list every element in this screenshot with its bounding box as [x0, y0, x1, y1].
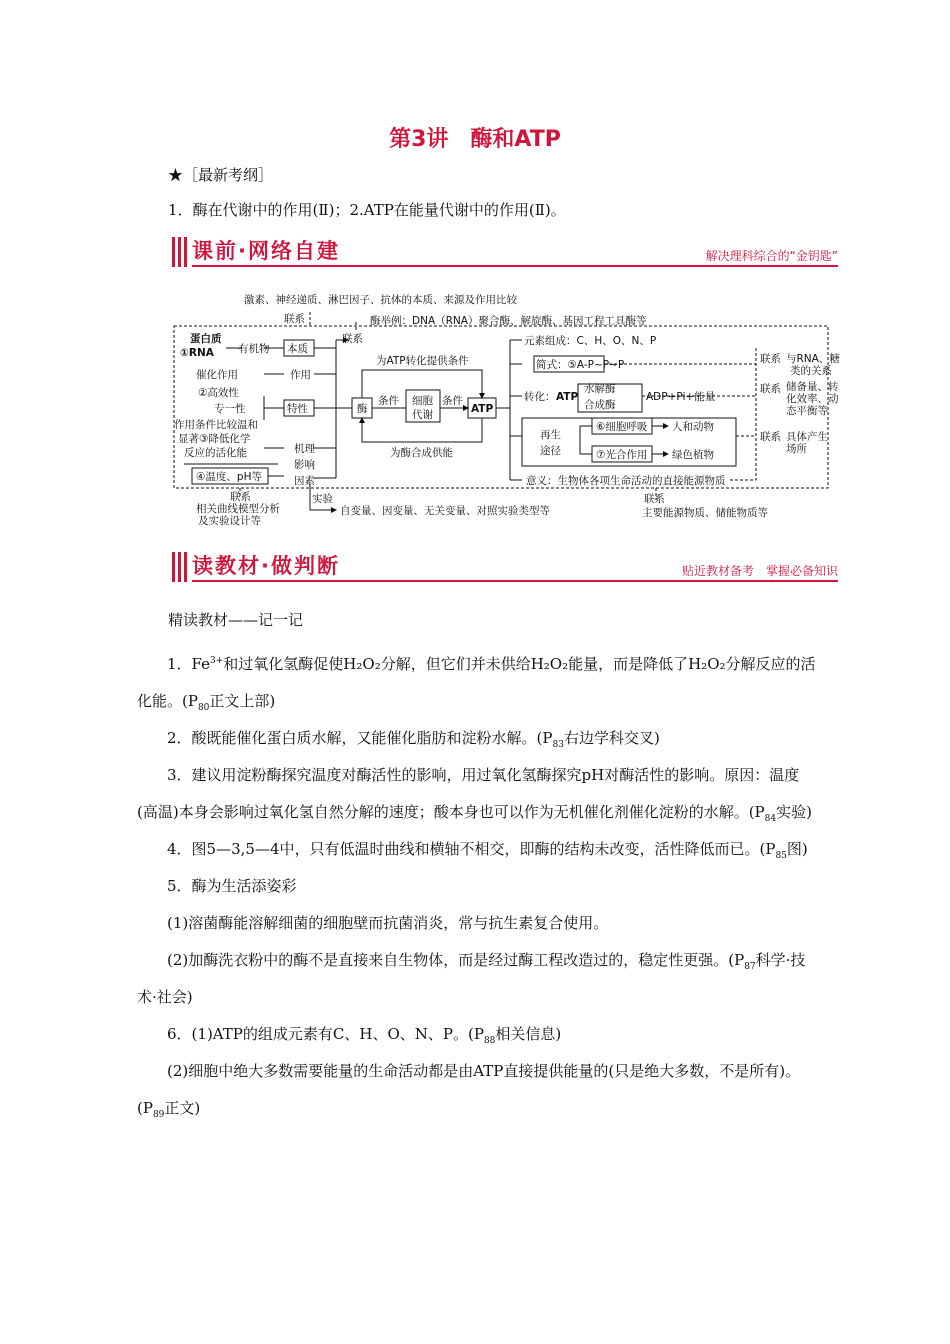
lower-label-2: 反应的活化能 — [184, 447, 247, 459]
synthase-label: 合成酶 — [584, 399, 616, 411]
yingxiang-label: 影响 — [294, 459, 315, 471]
conv-atp: ATP — [556, 391, 579, 403]
resp-label: ⑥细胞呼吸 — [596, 421, 648, 433]
cell-label-1: 细胞 — [412, 395, 433, 407]
green-plants: 绿色植物 — [672, 449, 714, 461]
texing-label: 特性 — [287, 403, 308, 415]
link-bottom-right: 联系 — [644, 493, 665, 505]
conversion-label: 转化： — [524, 391, 556, 403]
mild-label: 作用条件比较温和 — [174, 419, 258, 431]
zuoyong-label: 作用 — [290, 369, 311, 381]
catalysis-label: 催化作用 — [196, 369, 238, 381]
photo-label: ⑦光合作用 — [596, 449, 648, 461]
concept-map — [160, 288, 840, 528]
r-rna-2: 类的关系 — [790, 365, 832, 377]
item-4: 4．图5—3,5—4中，只有低温时曲线和横轴不相交，即酶的结构未改变，活性降低而已。($P_{85}$图) — [167, 840, 808, 861]
benzhi-label: 本质 — [287, 343, 308, 355]
cond-right: 条件 — [442, 395, 463, 407]
item-3: 3．建议用淀粉酶探究温度对酶活性的影响，用过氧化氢酶探究pH对酶活性的影响。原因：温度(高温)本身会影响过氧化氢自然分解的速度；酸本身也可以作为无机催化剂催化淀粉的水解。($P_{84}$实验) — [137, 766, 812, 824]
kaogang-text: 1．酶在代谢中的作用(Ⅱ)；2.ATP在能量代谢中的作用(Ⅱ)。 — [168, 201, 566, 219]
cell-label-2: 代谢 — [412, 409, 433, 421]
banner-heading: 读教材·做判断 — [192, 554, 340, 578]
r-site-2: 场所 — [786, 443, 807, 455]
rna-label: ①RNA — [180, 347, 214, 359]
enzyme-examples: 酶举例：DNA（RNA）聚合酶、解旋酶、基因工程工具酶等 — [370, 315, 647, 327]
energy-sub-label: 主要能源物质、储能物质等 — [642, 507, 768, 519]
r-link-2: 联系 — [760, 383, 781, 395]
banner-bars-icon — [172, 237, 188, 267]
item-5: 5．酶为生活添姿彩 — [167, 877, 297, 895]
specificity-label: 专一性 — [214, 403, 246, 415]
item-5-1: (1)溶菌酶能溶解细菌的细胞壁而抗菌消炎，常与抗生素复合使用。 — [167, 914, 609, 932]
formula-label: 简式：⑤A-P~P~P — [536, 359, 625, 371]
enzyme-box-label: 酶 — [357, 403, 368, 415]
meaning-label: 意义：生物体各项生命活动的直接能源物质 — [526, 475, 726, 487]
r-site-1: 具体产生 — [786, 431, 828, 443]
item-2: 2．酸既能催化蛋白质水解，又能催化脂肪和淀粉水解。($P_{83}$右边学科交叉) — [167, 729, 660, 750]
link-bottom-left: 联系 — [230, 491, 251, 503]
lower-label-1: 显著③降低化学 — [178, 433, 251, 445]
curve-label-1: 相关曲线模型分析 — [196, 503, 280, 515]
experiment-label: 实验 — [312, 493, 333, 505]
people-animals: 人和动物 — [672, 421, 714, 433]
elements-label: 元素组成：C、H、O、N、P — [524, 335, 657, 347]
variables-label: 自变量、因变量、无关变量、对照实验类型等 — [340, 505, 550, 517]
kaogang-header: ★［最新考纲］ — [168, 166, 274, 184]
curve-label-2: 及实验设计等 — [198, 515, 261, 527]
item-6-1: 6．(1)ATP的组成元素有C、H、O、N、P。($P_{88}$相关信息) — [167, 1025, 562, 1046]
banner-slogan: 解决理科综合的“金钥匙” — [705, 249, 838, 263]
jili-label: 机理 — [294, 443, 315, 455]
item-5-2: (2)加酶洗衣粉中的酶不是直接来自生物体，而是经过酶工程改造过的，稳定性更强。($P_{87}$科学·技术·社会) — [137, 951, 806, 1006]
r-storage-3: 态平衡等 — [786, 405, 828, 417]
r-link-3: 联系 — [760, 431, 781, 443]
efficiency-label: ②高效性 — [198, 387, 239, 399]
link-top: 联系 — [284, 313, 305, 325]
link-mid: 联系 — [342, 333, 363, 345]
r-rna-1: 与RNA、糖 — [786, 353, 840, 365]
banner-slogan: 贴近教材备考 掌握必备知识 — [681, 564, 838, 578]
section-label: 精读教材——记一记 — [168, 611, 304, 629]
yinsu-label: 因素 — [294, 475, 315, 487]
page-title: 第3讲 酶和ATP — [389, 127, 561, 152]
for-atp-label: 为ATP转化提供条件 — [376, 355, 469, 367]
regen-2: 途径 — [540, 445, 561, 457]
item-1: 1．$Fe^{3+}$和过氧化氢酶促使H₂O₂分解，但它们并未供给H₂O₂能量，而是降低了H₂O₂分解反应的活化能。($P_{80}$正文上部) — [137, 655, 816, 713]
temp-ph-label: ④温度、pH等 — [196, 471, 262, 483]
products-label: ADP+Pi+能量 — [646, 391, 716, 403]
banner-bars-icon — [172, 552, 188, 582]
banner-network — [172, 235, 838, 269]
organic-label: 有机物 — [238, 343, 270, 355]
regen-1: 再生 — [540, 429, 561, 441]
atp-box-label: ATP — [471, 403, 494, 415]
r-storage-1: 储备量、转 — [786, 381, 839, 393]
r-storage-2: 化效率、动 — [786, 393, 839, 405]
r-link-1: 联系 — [760, 353, 781, 365]
hydrolase-label: 水解酶 — [584, 383, 616, 395]
banner-heading: 课前·网络自建 — [192, 239, 340, 263]
cond-left: 条件 — [378, 395, 399, 407]
protein-label: 蛋白质 — [190, 333, 222, 345]
item-6-2: (2)细胞中绝大多数需要能量的生命活动都是由ATP直接提供能量的(只是绝大多数，不是所有)。($P_{89}$正文) — [137, 1062, 801, 1120]
banner-reading — [172, 550, 838, 584]
for-enzyme-label: 为酶合成供能 — [390, 447, 453, 459]
top-note: 激素、神经递质、淋巴因子、抗体的本质、来源及作用比较 — [244, 294, 517, 306]
reading-items — [137, 646, 817, 1127]
